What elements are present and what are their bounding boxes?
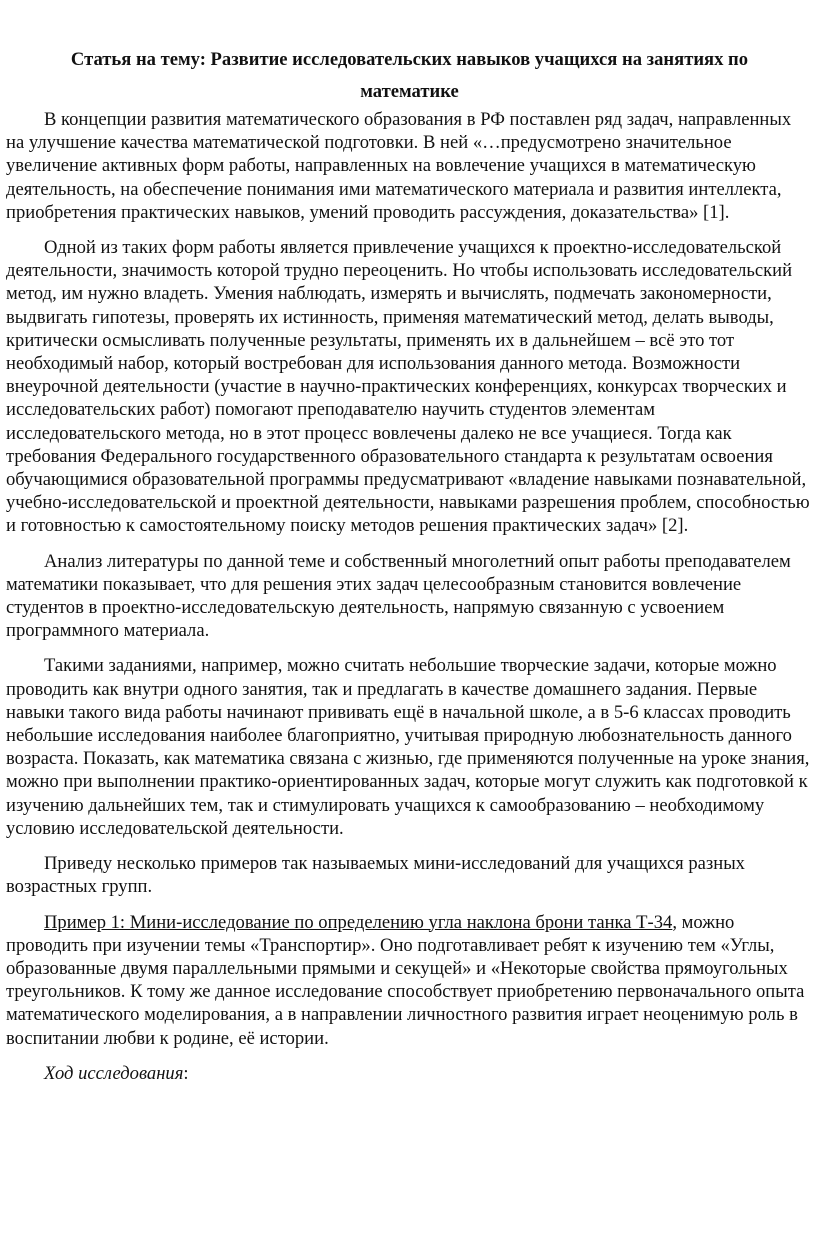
research-progress-colon: :: [183, 1062, 189, 1084]
example-1-text: , можно проводить при изучении темы «Транспортир». Оно подготавливает ребят к изучению тем «Углы, образованные двумя параллельными прямыми и секущей» и «Некоторые свойства прямоугольных треугольников. К тому же данное исследование способствует приобретению первоначального опыта математического моделирования, а в направлении личностного развития играет неоценимую роль в воспитании любви к родине, её истории.: [6, 911, 805, 1049]
paragraph-1: В концепции развития математического образования в РФ поставлен ряд задач, направленных на улучшение качества математической подготовки. В ней «…предусмотрено значительное увеличение активных форм работы, направленных на вовлечение учащихся в математическую деятельность, на обеспечение понимания ими математического материала и развития интеллекта, приобретения практических навыков, умений проводить рассуждения, доказательства» [1].: [6, 109, 792, 223]
paragraph-4: Такими заданиями, например, можно считать небольшие творческие задачи, которые можно проводить как внутри одного занятия, так и предлагать в качестве домашнего задания. Первые навыки такого вида работы начинают прививать ещё в начальной школе, а в 5-6 классах проводить небольшие исследования наиболее благоприятно, учитывая природную любознательность данного возраста. Показать, как математика связана с жизнью, где применяются полученные на уроке знания, можно при выполнении практико-ориентированных задач, которые могут служить как подготовкой к изучению дальнейших тем, так и стимулировать учащихся к самообразованию – необходимому условию исследовательской деятельности.: [6, 655, 810, 839]
research-progress-heading: [6, 1062, 813, 1085]
article-title-line-1: Статья на тему: Развитие исследовательских навыков учащихся на занятиях по: [70, 49, 749, 70]
example-1-title: Пример 1: Мини-исследование по определению угла наклона брони танка Т-34: [44, 911, 673, 933]
paragraph-5: Приведу несколько примеров так называемых мини-исследований для учащихся разных возрастных групп.: [6, 853, 745, 898]
paragraph-2: Одной из таких форм работы является привлечение учащихся к проектно-исследовательской деятельности, значимость которой трудно переоценить. Но чтобы использовать исследовательский метод, им нужно владеть. Умения наблюдать, измерять и вычислять, подмечать закономерности, выдвигать гипотезы, проверять их истинность, применяя математический метод, делать выводы, критически осмысливать полученные результаты, применять их в дальнейшем – всё это тот необходимый набор, который востребован для использования данного метода. Возможности внеурочной деятельности (участие в научно-практических конференциях, конкурсах творческих и исследовательских работ) помогают преподавателю научить студентов элементам исследовательского метода, но в этот процесс вовлечены далеко не все учащиеся. Тогда как требования Федерального государственного образовательного стандарта к результатам освоения обучающимися образовательной программы предусматривают «владение навыками познавательной, учебно-исследовательской и проектной деятельности, навыками разрешения проблем, способностью и готовностью к самостоятельному поиску методов решения практических задач» [2].: [6, 237, 810, 537]
research-progress-label: Ход исследования: [44, 1062, 184, 1084]
article-title: [6, 44, 813, 108]
paragraph-3: Анализ литературы по данной теме и собственный многолетний опыт работы преподавателем математики показывает, что для решения этих задач целесообразным становится вовлечение студентов в проектно-исследовательскую деятельность, напрямую связанную с усвоением программного материала.: [6, 550, 791, 642]
article-title-line-2: математике: [360, 81, 459, 102]
example-1-paragraph: [6, 911, 813, 1050]
